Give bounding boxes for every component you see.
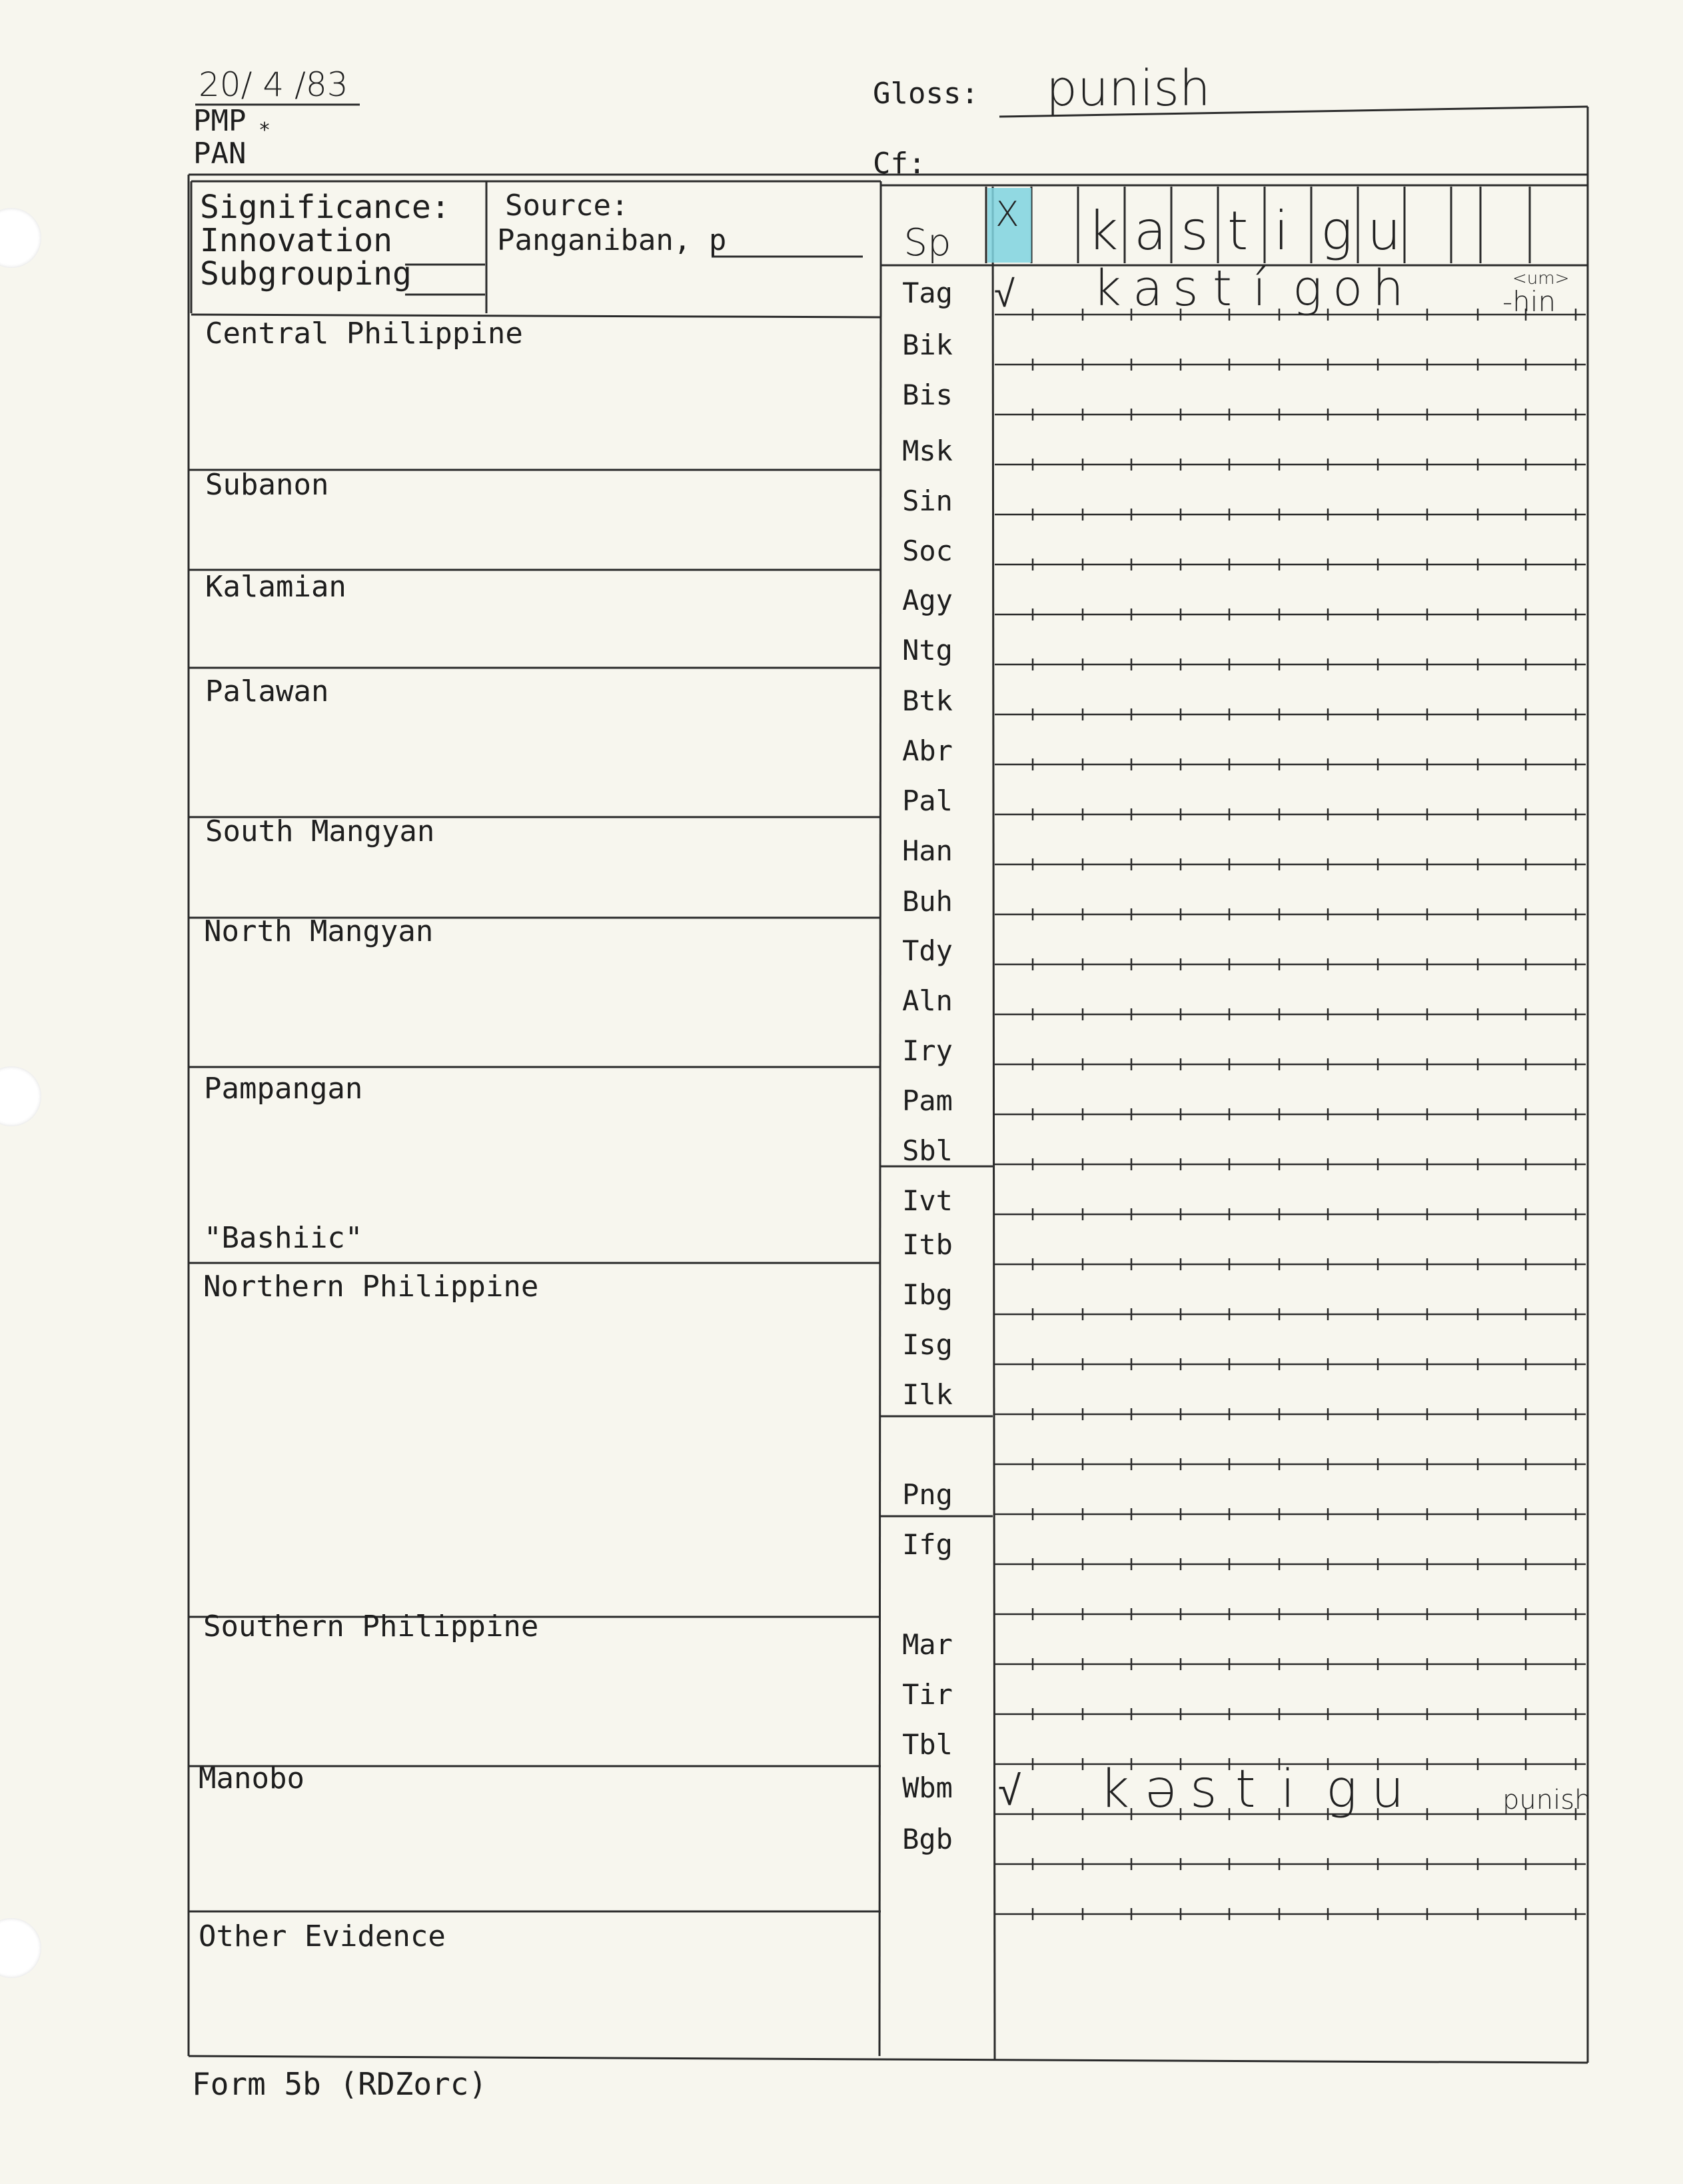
source-title: Source: bbox=[505, 189, 629, 223]
lang-soc: Soc bbox=[902, 535, 953, 567]
lang-msk: Msk bbox=[902, 435, 953, 467]
group-manobo: Manobo bbox=[199, 1761, 304, 1795]
tag-check: √ bbox=[994, 273, 1015, 316]
wbm-gloss: punish bbox=[1502, 1785, 1592, 1815]
innovation-label: Innovation bbox=[200, 222, 392, 259]
group-pampangan: Pampangan bbox=[204, 1072, 363, 1106]
lang-ivt: Ivt bbox=[902, 1184, 953, 1217]
wbm-letter: g bbox=[1326, 1759, 1357, 1819]
reconstruction-letter: u bbox=[1367, 200, 1401, 262]
group-central-philippine: Central Philippine bbox=[205, 317, 523, 351]
group-palawan: Palawan bbox=[205, 674, 329, 708]
lang-tir: Tir bbox=[902, 1678, 953, 1711]
significance-title: Significance: bbox=[200, 189, 450, 226]
lang-mar: Mar bbox=[902, 1628, 953, 1661]
gloss-label: Gloss: bbox=[873, 77, 979, 111]
lang-sin: Sin bbox=[902, 485, 953, 517]
lang-sp: Sp bbox=[903, 221, 951, 265]
reconstruction-letter: g bbox=[1321, 200, 1353, 262]
lang-btk: Btk bbox=[902, 684, 953, 717]
date-handwritten: 20/ 4 /83 bbox=[199, 65, 348, 104]
tag-letter: g bbox=[1293, 260, 1323, 317]
reconstruction-mark: X bbox=[995, 195, 1019, 235]
lang-png: Png bbox=[902, 1478, 953, 1511]
pmp-label: PMP bbox=[193, 104, 247, 138]
reconstruction-letter: t bbox=[1227, 200, 1249, 262]
tag-letter: k bbox=[1093, 260, 1121, 317]
source-value: Panganiban, p bbox=[497, 223, 727, 257]
lang-ifg: Ifg bbox=[902, 1528, 953, 1561]
lang-iry: Iry bbox=[902, 1034, 953, 1067]
reconstruction-letter: a bbox=[1134, 200, 1167, 262]
tag-affix-top: <um> bbox=[1512, 269, 1570, 289]
wbm-letter: ə bbox=[1145, 1759, 1177, 1819]
wbm-letter: u bbox=[1371, 1759, 1404, 1819]
group-south-mangyan: South Mangyan bbox=[205, 814, 435, 848]
group-bashiic: "Bashiic" bbox=[204, 1221, 363, 1255]
lang-pam: Pam bbox=[902, 1084, 953, 1117]
pan-label: PAN bbox=[193, 137, 247, 171]
group-northern-philippine: Northern Philippine bbox=[203, 1270, 539, 1304]
lang-tag: Tag bbox=[902, 277, 953, 309]
reconstruction-letter: k bbox=[1087, 200, 1119, 262]
lang-buh: Buh bbox=[902, 885, 953, 918]
group-north-mangyan: North Mangyan bbox=[204, 914, 434, 948]
lang-ibg: Ibg bbox=[902, 1278, 953, 1311]
lang-han: Han bbox=[902, 834, 953, 867]
tag-affix: -hin bbox=[1502, 285, 1556, 318]
lang-isg: Isg bbox=[902, 1328, 953, 1361]
lang-agy: Agy bbox=[902, 584, 953, 616]
cf-label: Cf: bbox=[873, 147, 926, 181]
tag-letter: í bbox=[1253, 260, 1267, 317]
lang-wbm: Wbm bbox=[902, 1771, 953, 1804]
tag-letter: h bbox=[1373, 260, 1404, 317]
lang-ntg: Ntg bbox=[902, 634, 953, 666]
subgrouping-label: Subgrouping bbox=[200, 255, 412, 293]
lang-tdy: Tdy bbox=[902, 934, 953, 967]
wbm-letter: i bbox=[1281, 1759, 1295, 1819]
lang-abr: Abr bbox=[902, 734, 953, 767]
lang-ilk: Ilk bbox=[902, 1378, 953, 1411]
tag-letter: s bbox=[1173, 260, 1199, 317]
gloss-value: punish bbox=[1046, 60, 1211, 117]
lang-tbl: Tbl bbox=[902, 1728, 953, 1761]
tag-letter: a bbox=[1133, 260, 1163, 317]
lang-pal: Pal bbox=[902, 784, 953, 817]
pmp-star: * bbox=[259, 119, 271, 142]
wbm-check: √ bbox=[998, 1766, 1021, 1815]
lang-sbl: Sbl bbox=[902, 1134, 953, 1167]
lang-bis: Bis bbox=[902, 379, 953, 411]
wbm-letter: s bbox=[1190, 1759, 1217, 1819]
group-other-evidence: Other Evidence bbox=[199, 1919, 446, 1953]
lang-aln: Aln bbox=[902, 984, 953, 1017]
group-southern-philippine: Southern Philippine bbox=[203, 1610, 539, 1643]
group-kalamian: Kalamian bbox=[205, 570, 346, 604]
tag-letter: o bbox=[1333, 260, 1363, 317]
lang-bik: Bik bbox=[902, 329, 953, 361]
group-subanon: Subanon bbox=[205, 468, 329, 502]
tag-letter: t bbox=[1213, 260, 1233, 317]
lang-bgb: Bgb bbox=[902, 1823, 953, 1855]
wbm-letter: t bbox=[1235, 1759, 1256, 1819]
reconstruction-letter: s bbox=[1181, 200, 1209, 262]
lang-itb: Itb bbox=[902, 1228, 953, 1261]
wbm-letter: k bbox=[1099, 1759, 1130, 1819]
form-footer: Form 5b (RDZorc) bbox=[192, 2066, 488, 2102]
reconstruction-letter: i bbox=[1274, 200, 1289, 262]
